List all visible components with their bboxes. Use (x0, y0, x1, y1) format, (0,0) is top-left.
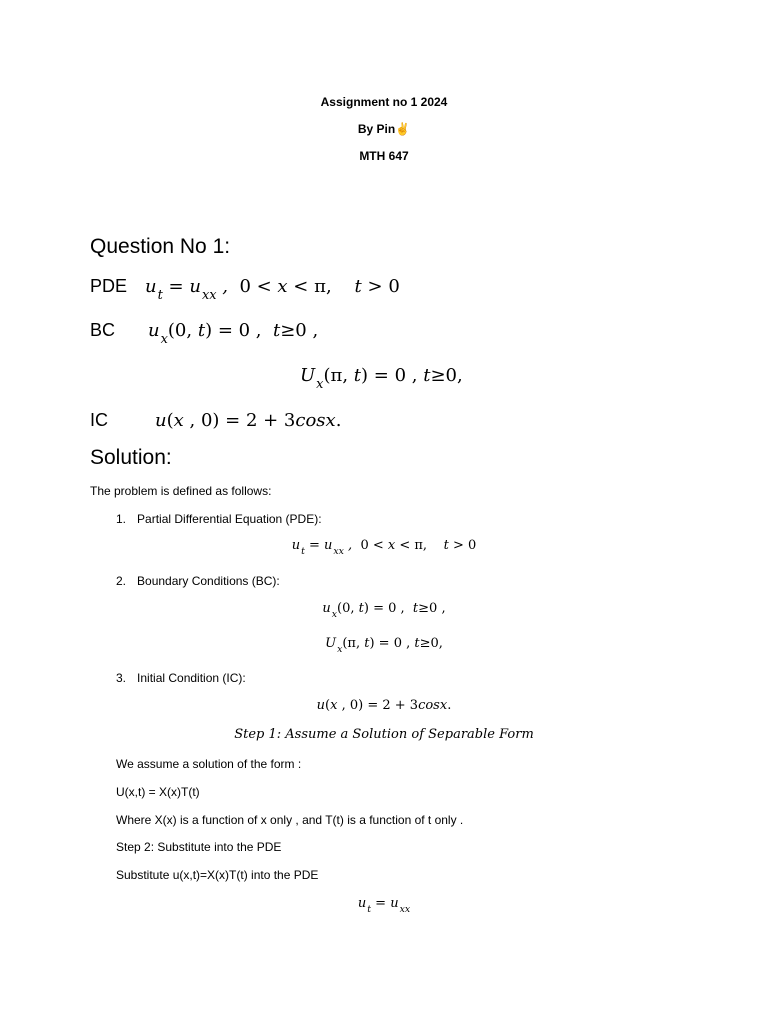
solution-heading: Solution: (90, 446, 172, 469)
victory-hand-icon: ✌ (395, 122, 411, 136)
list-item (116, 574, 280, 588)
list-item (116, 512, 322, 526)
where-text: Where X(x) is a function of x only , and T(t) is a function of t only . (116, 813, 464, 827)
solution-intro: The problem is defined as follows: (90, 484, 272, 498)
pde-final-equation: $u_t = u_{xx}$ (357, 896, 411, 916)
bc-equation-small-1: $u_x(0$, t) = 0 , t≥0 , (322, 601, 446, 621)
author-line (0, 122, 768, 136)
assume-text: We assume a solution of the form : (116, 757, 302, 771)
question-heading: Question No 1: (90, 235, 231, 258)
bc-equation-1: $u_x(0$, t) = 0 , t≥0 , (148, 320, 319, 348)
list-label: Partial Differential Equation (PDE): (137, 512, 322, 526)
list-number: 1. (116, 512, 127, 526)
bc-equation-2: $U_x(\pi$, t) = 0 , t≥0, (300, 365, 463, 393)
course-code: MTH 647 (359, 149, 409, 163)
substitute-text: Substitute u(x,t)=X(x)T(t) into the PDE (116, 868, 319, 882)
ic-label: IC (90, 410, 108, 430)
bc-equation-small-2: $U_x(\pi$, t) = 0 , t≥0, (325, 636, 443, 656)
separable-form: U(x,t) = X(x)T(t) (116, 785, 200, 799)
list-label: Initial Condition (IC): (137, 671, 246, 685)
ic-equation: u(x , 0) = 2 + 3cosx. (155, 410, 342, 431)
list-number: 3. (116, 671, 127, 685)
ic-equation-small: u(x , 0) = 2 + 3cosx. (316, 698, 452, 713)
pde-label: PDE (90, 276, 128, 296)
step2-heading: Step 2: Substitute into the PDE (116, 840, 282, 854)
list-label: Boundary Conditions (BC): (137, 574, 280, 588)
bc-label: BC (90, 320, 116, 340)
pde-equation: $u_t = u_{xx}$ , 0 < x < π, t > 0 (145, 276, 400, 304)
list-number: 2. (116, 574, 127, 588)
author-name: By Pin (357, 122, 396, 136)
document-title: Assignment no 1 2024 (320, 95, 448, 109)
pde-equation-small: $u_t = u_{xx}$ , 0 < x < π, t > 0 (291, 538, 477, 558)
step1-heading: Step 1: Assume a Solution of Separable Form (234, 727, 534, 742)
list-item (116, 671, 246, 685)
